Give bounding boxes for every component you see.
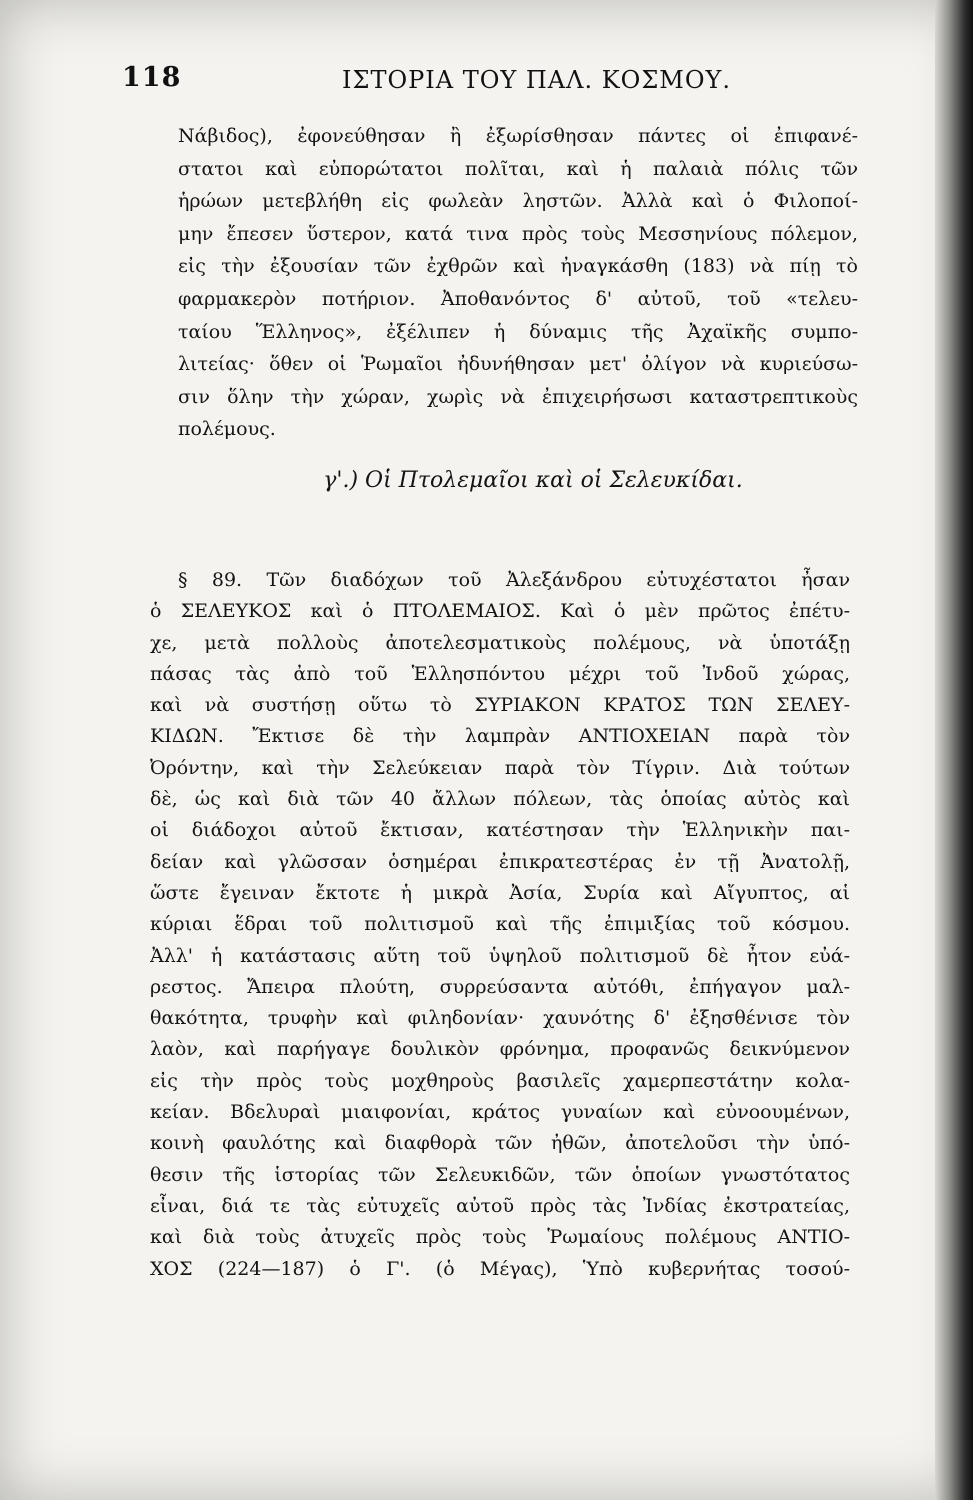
text-line: στατοι καὶ εὐπορώτατοι πολῖται, καὶ ἡ παλαιὰ πόλις τῶν: [178, 157, 858, 180]
text-line: λαὸν, καὶ παρήγαγε δουλικὸν φρόνημα, προφανῶς δεικνύμενον: [150, 1038, 850, 1061]
text-line: κείαν. Βδελυραὶ μιαιφονίαι, κράτος γυναίων καὶ εὐνοουμένων,: [150, 1101, 850, 1124]
text-line: μην ἔπεσεν ὕστερον, κατά τινα πρὸς τοὺς Μεσσηνίους πόλεμον,: [178, 222, 858, 245]
text-line: εἶναι, διά τε τὰς εὐτυχεῖς αὐτοῦ πρὸς τὰς Ἰνδίας ἐκστρατείας,: [150, 1194, 850, 1217]
text-line: θακότητα, τρυφὴν καὶ φιληδονίαν· χαυνότης δ' ἐξησθένισε τὸν: [150, 1007, 850, 1030]
text-line: ὁ ΣΕΛΕΥΚΟΣ καὶ ὁ ΠΤΟΛΕΜΑΙΟΣ. Καὶ ὁ μὲν πρῶτος ἐπέτυ-: [150, 600, 850, 623]
text-line: ταίου Ἕλληνος», ἐξέλιπεν ἡ δύναμις τῆς Ἀχαϊκῆς συμπο-: [178, 320, 858, 343]
text-line: φαρμακερὸν ποτήριον. Ἀποθανόντος δ' αὐτοῦ, τοῦ «τελευ-: [178, 287, 858, 310]
text-line: ΚΙΔΩΝ. Ἔκτισε δὲ τὴν λαμπρὰν ΑΝΤΙΟΧΕΙΑΝ παρὰ τὸν: [150, 725, 850, 748]
text-line: πολέμους.: [178, 418, 276, 441]
text-line: κοινὴ φαυλότης καὶ διαφθορὰ τῶν ἠθῶν, ἀποτελοῦσι τὴν ὑπό-: [150, 1132, 850, 1155]
paragraph-continuation: [178, 120, 858, 508]
text-line: Ἀλλ' ἡ κατάστασις αὕτη τοῦ ὑψηλοῦ πολιτισμοῦ δὲ ἦτον εὐά-: [150, 944, 850, 967]
text-line: πάσας τὰς ἀπὸ τοῦ Ἑλλησπόντου μέχρι τοῦ Ἰνδοῦ χώρας,: [150, 662, 850, 685]
text-line: λιτείας· ὅθεν οἱ Ῥωμαῖοι ἠδυνήθησαν μετ' ὀλίγον νὰ κυριεύσω-: [178, 353, 858, 376]
text-line: σιν ὅλην τὴν χώραν, χωρὶς νὰ ἐπιχειρήσωσι καταστρεπτικοὺς: [178, 385, 858, 408]
text-line: Ὀρόντην, καὶ τὴν Σελεύκειαν παρὰ τὸν Τίγριν. Διὰ τούτων: [150, 756, 850, 779]
text-line: εἰς τὴν ἐξουσίαν τῶν ἐχθρῶν καὶ ἠναγκάσθη (183) νὰ πίῃ τὸ: [178, 255, 858, 278]
text-line: δείαν καὶ γλῶσσαν ὁσημέραι ἐπικρατεστέρας ἐν τῇ Ἀνατολῇ,: [150, 850, 850, 873]
text-line: ὥστε ἔγειναν ἔκτοτε ἡ μικρὰ Ἀσία, Συρία καὶ Αἴγυπτος, αἱ: [150, 881, 850, 904]
text-line: ἡρώων μετεβλήθη εἰς φωλεὰν ληστῶν. Ἀλλὰ καὶ ὁ Φιλοποί-: [178, 190, 858, 213]
text-line: εἰς τὴν πρὸς τοὺς μοχθηροὺς βασιλεῖς χαμερπεστάτην κολα-: [150, 1069, 850, 1092]
text-line: χε, μετὰ πολλοὺς ἀποτελεσματικοὺς πολέμους, νὰ ὑποτάξῃ: [150, 631, 850, 654]
text-line: καὶ διὰ τοὺς ἀτυχεῖς πρὸς τοὺς Ῥωμαίους πολέμους ΑΝΤΙΟ-: [150, 1226, 850, 1249]
text-line: § 89. Τῶν διαδόχων τοῦ Ἀλεξάνδρου εὐτυχέστατοι ἦσαν: [178, 569, 850, 591]
text-line: καὶ νὰ συστήσῃ οὕτω τὸ ΣΥΡΙΑΚΟΝ ΚΡΑΤΟΣ ΤΩΝ ΣΕΛΕΥ-: [150, 694, 850, 717]
paragraph-section-89: [150, 565, 850, 1285]
text-line: κύριαι ἕδραι τοῦ πολιτισμοῦ καὶ τῆς ἐπιμιξίας τοῦ κόσμου.: [150, 913, 850, 936]
page-header: [122, 62, 902, 102]
text-line: ρεστος. Ἄπειρα πλούτη, συρρεύσαντα αὐτόθι, ἐπήγαγον μαλ-: [150, 975, 850, 998]
running-title: ΙΣΤΟΡΙΑ ΤΟΥ ΠΑΛ. ΚΟΣΜΟΥ.: [342, 66, 732, 94]
text-line: Νάβιδος), ἐφονεύθησαν ἢ ἐξωρίσθησαν πάντες οἱ ἐπιφανέ-: [178, 125, 858, 147]
text-line: ΧΟΣ (224—187) ὁ Γ'. (ὁ Μέγας), Ὑπὸ κυβερνήτας τοσού-: [150, 1257, 850, 1280]
page-number: 118: [122, 62, 182, 93]
page-edge-shadow: [935, 0, 973, 1500]
section-heading: γ'.) Οἱ Πτολεμαῖοι καὶ οἱ Σελευκίδαι.: [323, 467, 743, 493]
text-line: θεσιν τῆς ἱστορίας τῶν Σελευκιδῶν, τῶν ὁποίων γνωστότατος: [150, 1163, 850, 1186]
text-line: δὲ, ὡς καὶ διὰ τῶν 40 ἄλλων πόλεων, τὰς ὁποίας αὐτὸς καὶ: [150, 788, 850, 811]
text-line: οἱ διάδοχοι αὐτοῦ ἔκτισαν, κατέστησαν τὴν Ἑλληνικὴν παι-: [150, 819, 850, 842]
